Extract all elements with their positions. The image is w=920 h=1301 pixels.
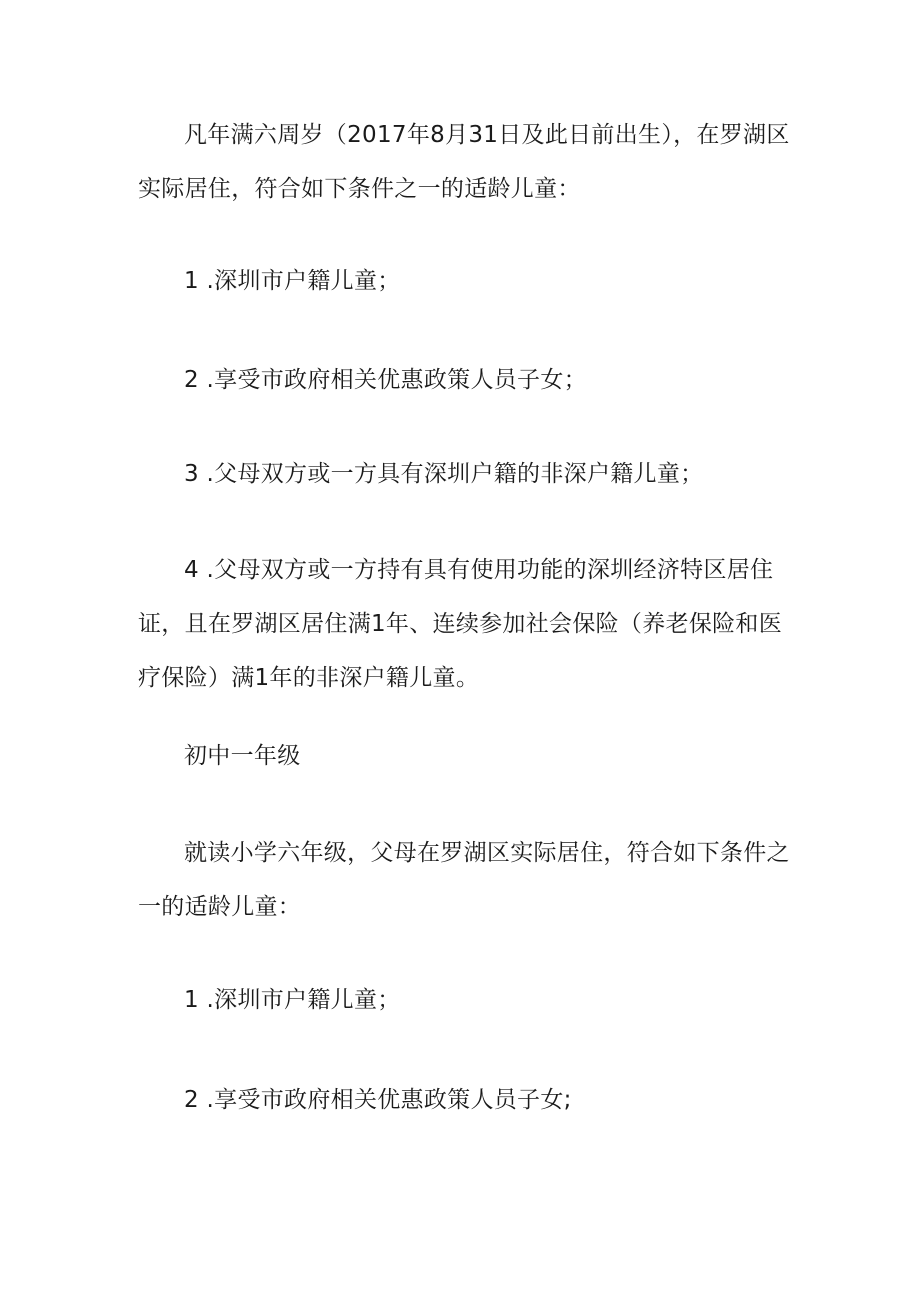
list-item-1: 1 .深圳市户籍儿童； (184, 268, 401, 294)
section-heading: 初中一年级 (184, 743, 301, 769)
list-item-4: 4 .父母双方或一方持有具有使用功能的深圳经济特区居住证，且在罗湖区居住满1年、连续参加社会保险（养老保险和医疗保险）满1年的非深户籍儿童。 (138, 557, 783, 691)
list-item-3: 3 .父母双方或一方具有深圳户籍的非深户籍儿童； (184, 461, 704, 487)
paragraph-middle-school-intro: 就读小学六年级，父母在罗湖区实际居住，符合如下条件之一的适龄儿童： (138, 840, 790, 920)
paragraph-eligibility-intro: 凡年满六周岁（2017年8月31日及此日前出生），在罗湖区实际居住，符合如下条件之一的适龄儿童： (138, 122, 790, 202)
list-item-2-second: 2 .享受市政府相关优惠政策人员子女; (184, 1087, 572, 1113)
list-item-1-second: 1 .深圳市户籍儿童； (184, 987, 401, 1013)
list-item-2: 2 .享受市政府相关优惠政策人员子女； (184, 367, 587, 393)
